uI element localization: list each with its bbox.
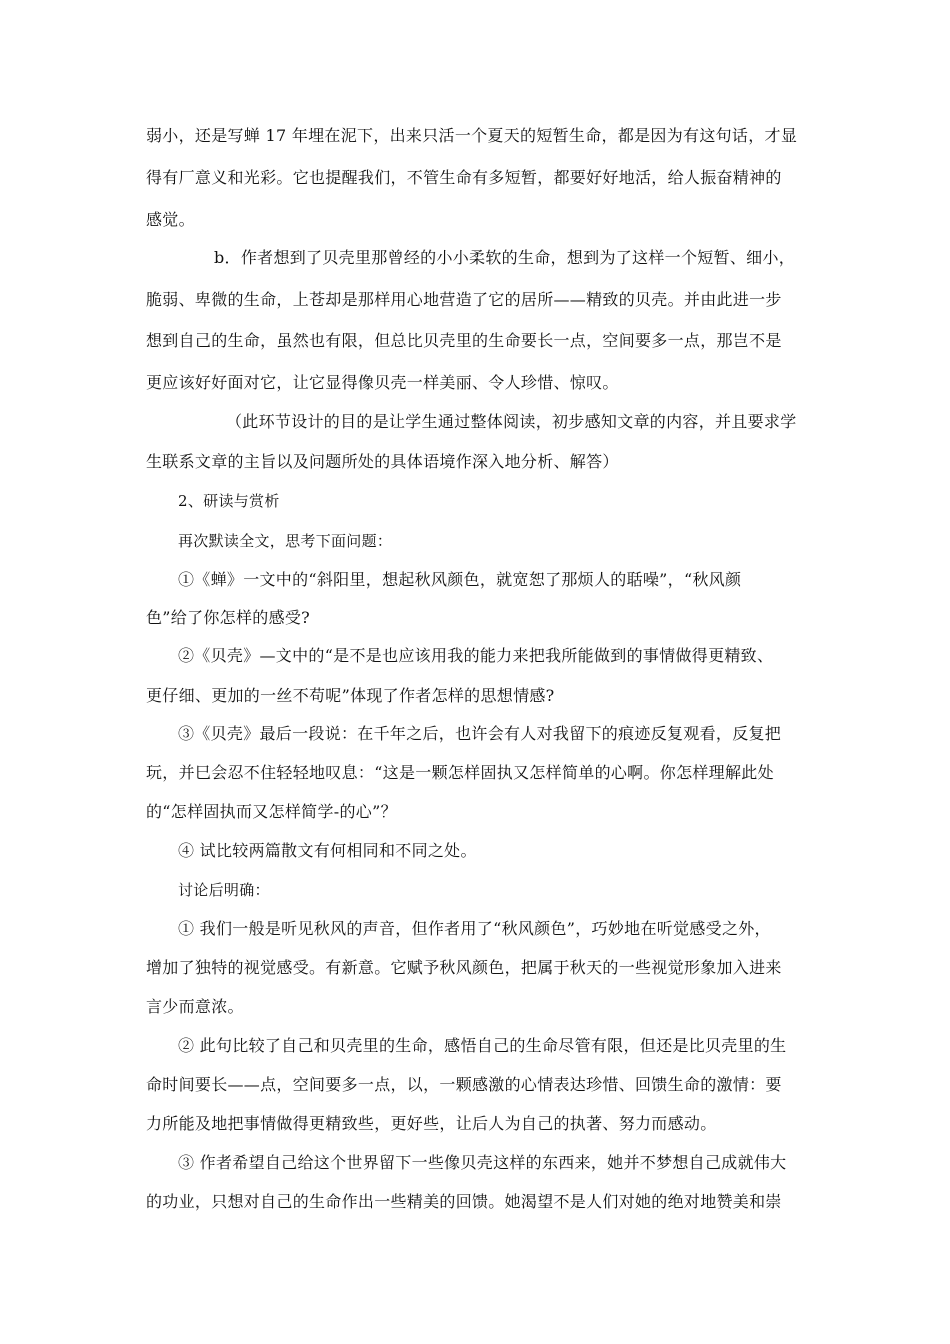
answer-line: ③ 作者希望自己给这个世界留下一些像贝壳这样的东西来，她并不梦想自己成就伟大	[178, 1153, 787, 1172]
question-line: ③《贝壳》最后一段说：在千年之后，也许会有人对我留下的痕迹反复观看，反复把	[178, 724, 782, 743]
text-line: 生联系文章的主旨以及问题所处的具体语境作深入地分析、解答）	[146, 452, 619, 471]
text-line: 脆弱、卑微的生命，上苍却是那样用心地营造了它的居所——精致的贝壳。并由此进一步	[146, 290, 782, 309]
question-line: 更仔细、更加的一丝不苟呢”体现了作者怎样的思想情感?	[146, 686, 555, 705]
answer-line: 言少而意浓。	[146, 997, 244, 1016]
question-line: 玩，并巳会忍不住轻轻地叹息：“这是一颗怎样固执又怎样简单的心啊。你怎样理解此处	[146, 763, 774, 782]
answer-line: 的功业，只想对自己的生命作出一些精美的回馈。她渴望不是人们对她的绝对地赞美和崇	[146, 1192, 782, 1211]
question-line: ④ 试比较两篇散文有何相同和不同之处。	[178, 841, 477, 860]
answer-line: 命时间要长——点，空间要多一点，以，一颗感激的心情表达珍惜、回馈生命的激情：要	[146, 1075, 782, 1094]
answer-line: ② 此句比较了自己和贝壳里的生命，感悟自己的生命尽管有限，但还是比贝壳里的生	[178, 1036, 787, 1055]
text-line: 弱小，还是写蝉 17 年埋在泥下，出来只活一个夏天的短暂生命，都是因为有这句话，才显	[146, 126, 798, 145]
section-heading: 2、研读与赏析	[178, 492, 280, 510]
question-line: 色”给了你怎样的感受?	[146, 608, 311, 627]
text-line: b．作者想到了贝壳里那曾经的小小柔软的生命，想到为了这样一个短暂、细小，	[214, 248, 796, 267]
question-line: ①《蝉》一文中的“斜阳里，想起秋风颜色，就宽恕了那烦人的聒噪”，“秋风颜	[178, 570, 742, 589]
question-line: ②《贝壳》—文中的“是不是也应该用我的能力来把我所能做到的事情做得更精致、	[178, 646, 774, 665]
answer-line: ① 我们一般是听见秋风的声音，但作者用了“秋风颜色”，巧妙地在听觉感受之外，	[178, 919, 771, 938]
answer-line: 力所能及地把事情做得更精致些，更好些，让后人为自己的执著、努力而感动。	[146, 1114, 717, 1133]
text-line: 再次默读全文，思考下面问题：	[178, 532, 393, 550]
text-line: 想到自己的生命，虽然也有限，但总比贝壳里的生命要长一点，空间要多一点，那岂不是	[146, 331, 782, 350]
text-line: 更应该好好面对它，让它显得像贝壳一样美丽、令人珍惜、惊叹。	[146, 373, 619, 392]
text-line: （此环节设计的目的是让学生通过整体阅读，初步感知文章的内容，并且要求学	[226, 412, 797, 431]
text-line: 讨论后明确：	[178, 881, 270, 899]
text-line: 得有厂意义和光彩。它也提醒我们，不管生命有多短暂，都要好好地活，给人振奋精神的	[146, 168, 782, 187]
text-line: 感觉。	[146, 210, 195, 229]
answer-line: 增加了独特的视觉感受。有新意。它赋予秋风颜色，把属于秋天的一些视觉形象加入进来	[146, 958, 782, 977]
question-line: 的“怎样固执而又怎样简学-的心”？	[146, 802, 397, 821]
